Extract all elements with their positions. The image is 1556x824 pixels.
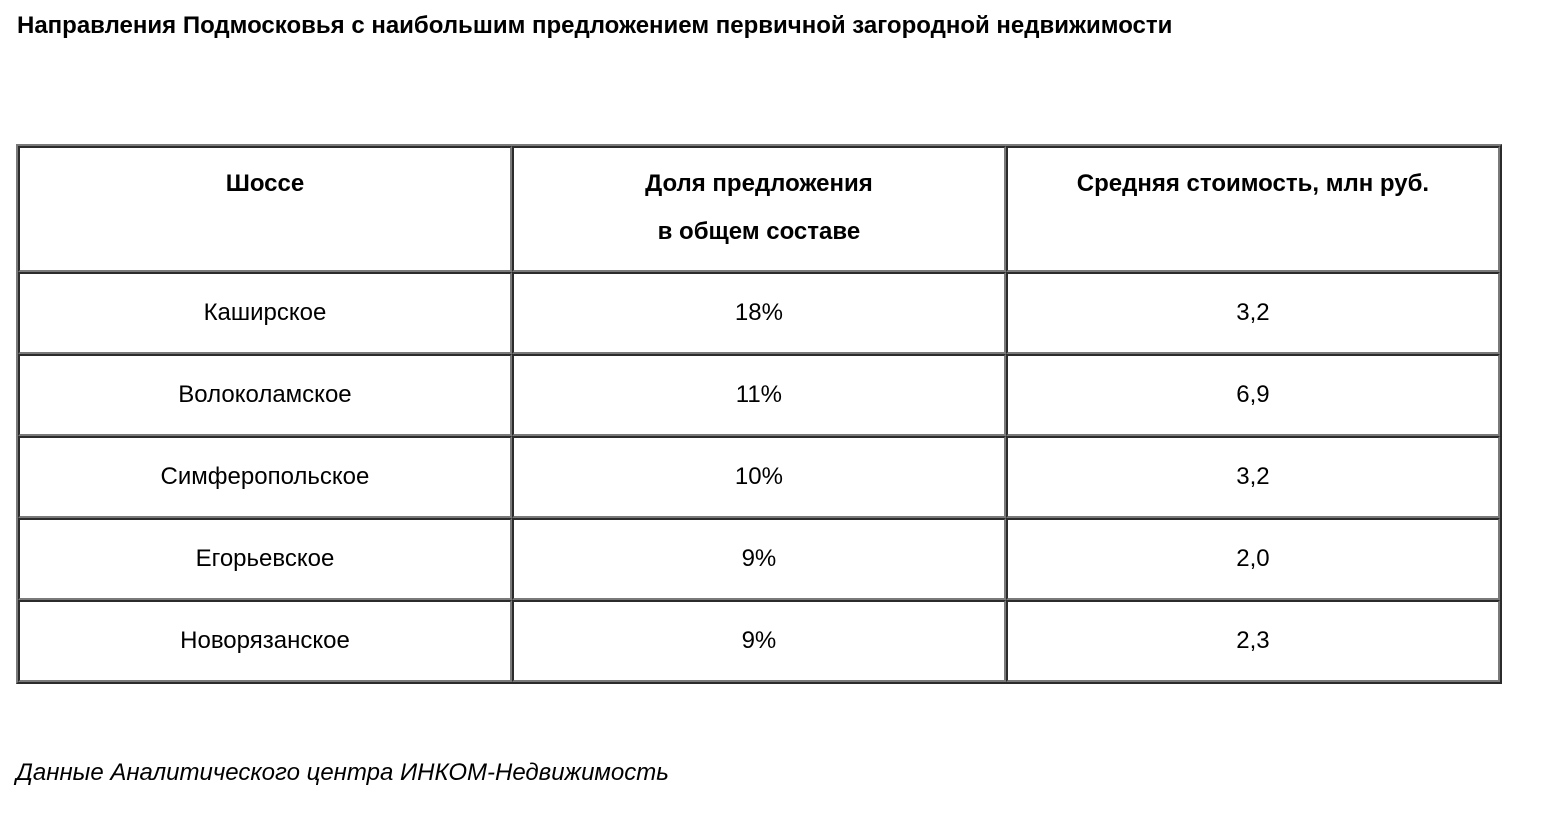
table-cell-price: 2,3 [1006,600,1500,682]
table-header-row [18,146,1500,272]
table-cell-highway: Егорьевское [18,518,512,600]
column-header-price [1006,146,1500,272]
table-cell-price: 6,9 [1006,354,1500,436]
table-cell-share: 10% [512,436,1006,518]
column-header-share [512,146,1006,272]
table-cell-share: 9% [512,600,1006,682]
column-header-highway [18,146,512,272]
table-row [18,436,1500,518]
data-table [16,144,1502,684]
table-cell-highway: Волоколамское [18,354,512,436]
table-cell-share: 11% [512,354,1006,436]
table-cell-share: 9% [512,518,1006,600]
source-note: Данные Аналитического центра ИНКОМ-Недвижимость [16,759,669,786]
table-cell-highway: Симферопольское [18,436,512,518]
table-row [18,272,1500,354]
header-line: в общем составе [657,218,861,245]
table-cell-share: 18% [512,272,1006,354]
table-row [18,518,1500,600]
table-cell-highway: Новорязанское [18,600,512,682]
table-cell-price: 2,0 [1006,518,1500,600]
page-title: Направления Подмосковья с наибольшим предложением первичной загородной недвижимости [17,12,1173,39]
table-cell-price: 3,2 [1006,436,1500,518]
header-line: Средняя стоимость, млн руб. [1076,170,1430,197]
table-cell-highway: Каширское [18,272,512,354]
table-cell-price: 3,2 [1006,272,1500,354]
table-row [18,600,1500,682]
header-line: Шоссе [225,170,305,197]
header-line: Доля предложения [645,170,873,197]
table-row [18,354,1500,436]
